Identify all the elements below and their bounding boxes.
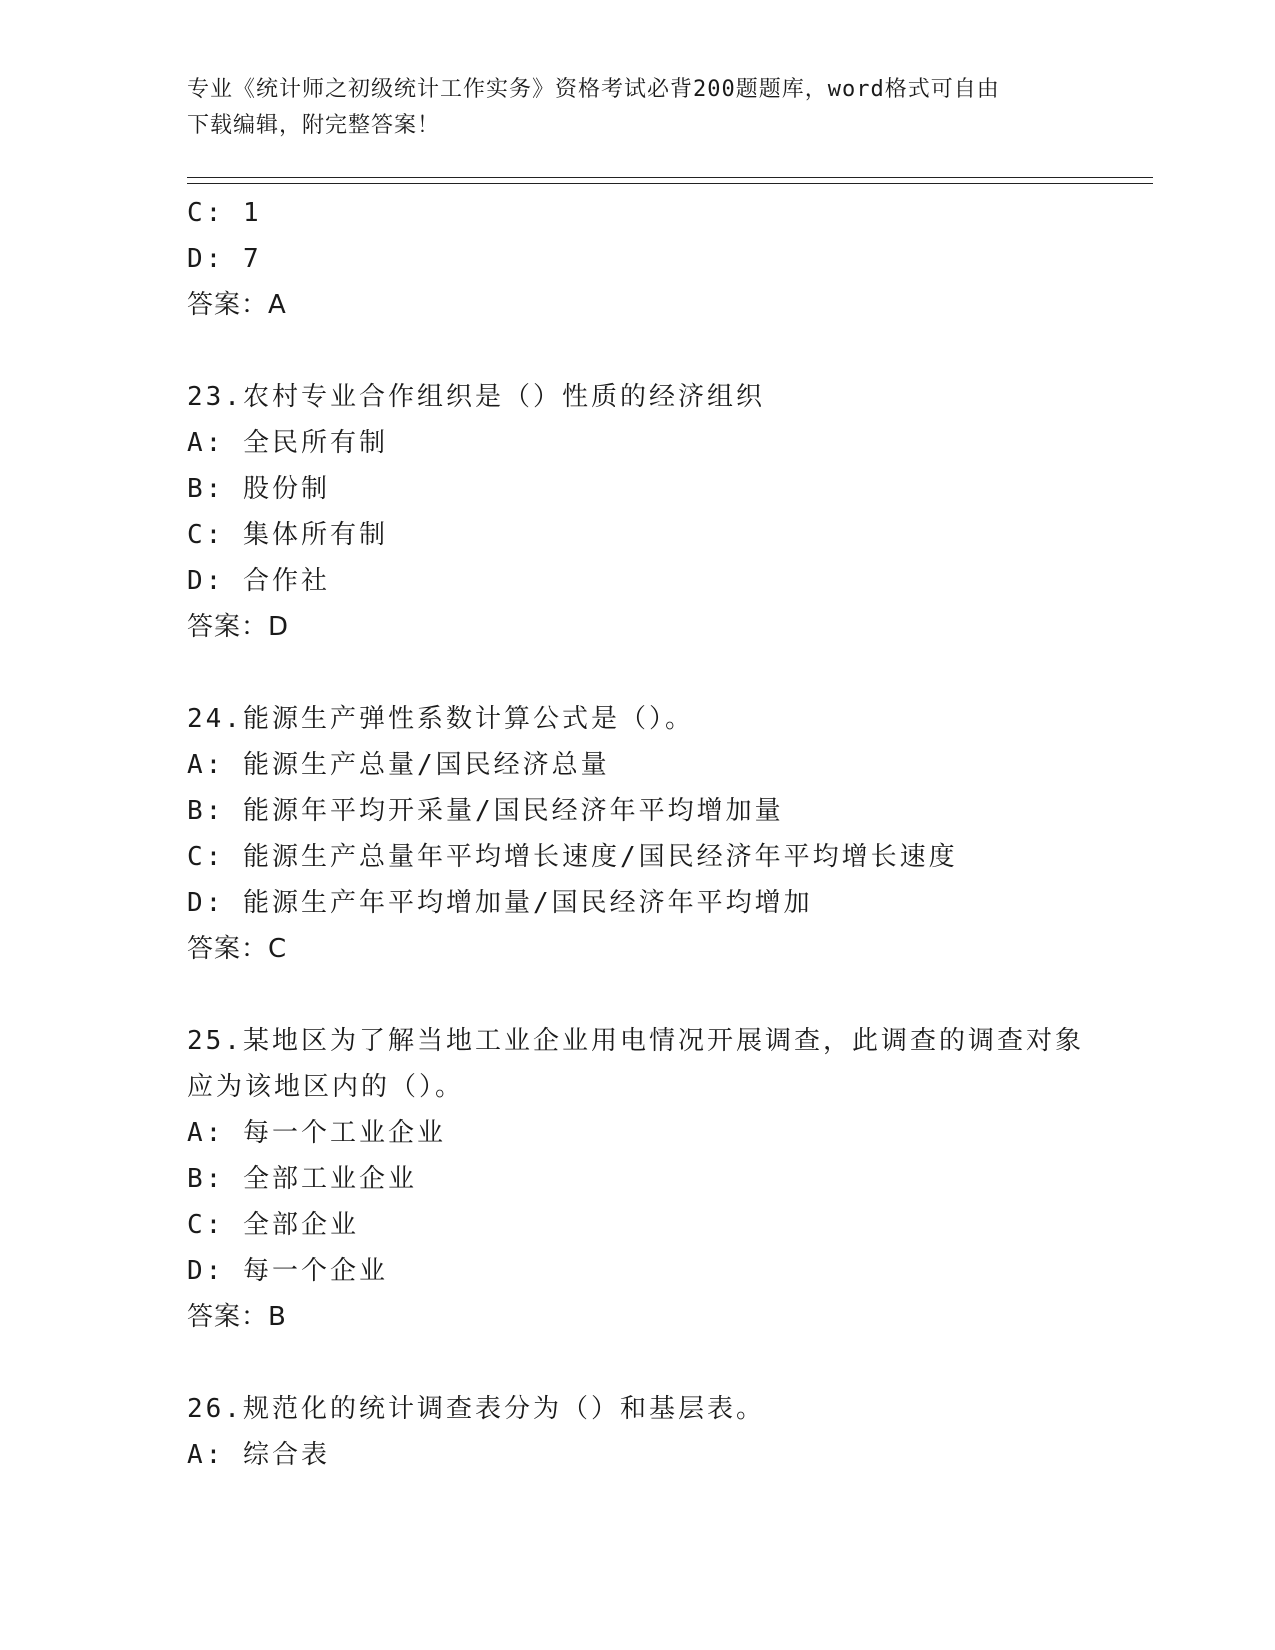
option-c: C: 1 — [187, 198, 262, 228]
option-d: D: 合作社 — [187, 566, 330, 596]
header-line-1: 专业《统计师之初级统计工作实务》资格考试必背200题题库，word格式可自由 — [187, 77, 1000, 102]
answer: 答案：C — [187, 934, 288, 964]
question-23 — [187, 374, 1087, 650]
header-divider-bottom — [187, 183, 1153, 184]
question-stem: 23.农村专业合作组织是（）性质的经济组织 — [187, 382, 765, 412]
option-a: A: 每一个工业企业 — [187, 1118, 446, 1148]
question-22 — [187, 190, 1087, 328]
question-stem-line-1: 25.某地区为了解当地工业企业用电情况开展调查，此调查的调查对象 — [187, 1026, 1084, 1056]
header-line-2: 下载编辑，附完整答案！ — [187, 113, 441, 138]
document-header — [187, 72, 1087, 144]
option-d: D: 7 — [187, 244, 262, 274]
option-c: C: 能源生产总量年平均增长速度/国民经济年平均增长速度 — [187, 842, 958, 872]
option-b: B: 全部工业企业 — [187, 1164, 417, 1194]
option-d: D: 能源生产年平均增加量/国民经济年平均增加 — [187, 888, 813, 918]
answer: 答案：B — [187, 1302, 287, 1332]
option-c: C: 全部企业 — [187, 1210, 359, 1240]
question-list — [187, 190, 1087, 1478]
option-c: C: 集体所有制 — [187, 520, 388, 550]
option-b: B: 能源年平均开采量/国民经济年平均增加量 — [187, 796, 784, 826]
question-24 — [187, 696, 1087, 972]
question-26 — [187, 1386, 1087, 1478]
option-a: A: 能源生产总量/国民经济总量 — [187, 750, 610, 780]
question-stem-line-2: 应为该地区内的（）。 — [187, 1072, 465, 1102]
option-b: B: 股份制 — [187, 474, 330, 504]
option-a: A: 全民所有制 — [187, 428, 388, 458]
answer: 答案：A — [187, 290, 287, 320]
option-d: D: 每一个企业 — [187, 1256, 388, 1286]
option-a: A: 综合表 — [187, 1440, 330, 1470]
question-stem: 24.能源生产弹性系数计算公式是（）。 — [187, 704, 694, 734]
question-stem: 26.规范化的统计调查表分为（）和基层表。 — [187, 1394, 765, 1424]
spacer — [187, 328, 1087, 374]
question-25 — [187, 1018, 1087, 1340]
spacer — [187, 972, 1087, 1018]
header-divider-top — [187, 177, 1153, 178]
spacer — [187, 650, 1087, 696]
answer: 答案：D — [187, 612, 290, 642]
spacer — [187, 1340, 1087, 1386]
